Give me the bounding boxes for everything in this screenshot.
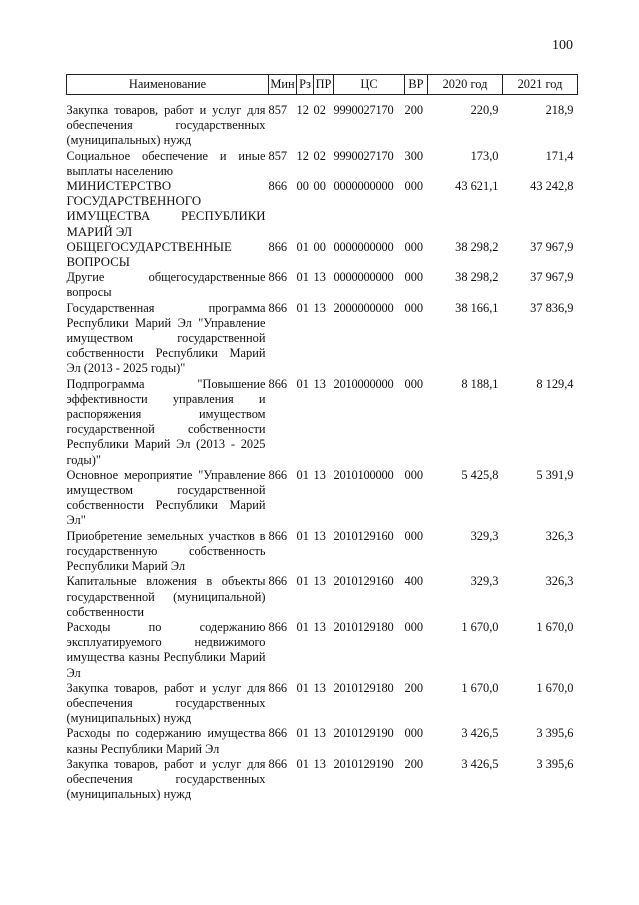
row-vr: 000 [404, 270, 424, 285]
table-row [67, 149, 578, 179]
row-min: 857 [268, 103, 288, 117]
row-2020: 1 670,0 [461, 680, 499, 695]
row-2020: 1 670,0 [461, 619, 499, 634]
row-pr: 13 [313, 300, 326, 315]
row-pr: 13 [313, 574, 326, 589]
row-min: 866 [268, 300, 288, 315]
table-row [67, 757, 578, 803]
row-vr: 200 [404, 103, 424, 117]
table-row [67, 574, 578, 620]
row-name: Приобретение земельных участков в государственную собственность Республики Марий Эл [66, 528, 266, 574]
row-2020: 329,3 [470, 528, 499, 543]
table-row [67, 620, 578, 681]
row-min: 857 [268, 148, 288, 163]
row-cs: 0000000000 [333, 270, 394, 285]
table-row [67, 726, 578, 756]
row-2021: 43 242,8 [530, 179, 574, 194]
row-2021: 326,3 [545, 528, 574, 543]
row-pr: 13 [313, 528, 326, 543]
row-2020: 5 425,8 [461, 467, 499, 482]
row-name: Закупка товаров, работ и услуг для обеспечения государственных (муниципальных) нужд [66, 103, 266, 148]
row-2021: 218,9 [545, 103, 574, 117]
header-cs: ЦС [334, 75, 405, 95]
row-rz: 01 [296, 680, 309, 695]
row-rz: 01 [296, 528, 309, 543]
row-cs: 2010129180 [333, 680, 394, 695]
row-2020: 38 166,1 [455, 300, 499, 315]
row-2020: 38 298,2 [455, 270, 499, 285]
row-pr: 02 [313, 103, 326, 117]
row-name: Расходы по содержанию имущества казны Республики Марий Эл [66, 726, 266, 756]
row-min: 866 [268, 239, 288, 254]
row-min: 866 [268, 376, 288, 391]
row-2021: 5 391,9 [536, 467, 574, 482]
row-vr: 000 [404, 467, 424, 482]
row-2021: 37 967,9 [530, 270, 574, 285]
row-2020: 329,3 [470, 574, 499, 589]
table-row [67, 529, 578, 575]
row-2021: 1 670,0 [536, 680, 574, 695]
row-min: 866 [268, 528, 288, 543]
header-2021: 2021 год [503, 75, 578, 95]
row-rz: 12 [296, 148, 309, 163]
table-row [67, 270, 578, 300]
row-name: Закупка товаров, работ и услуг для обеспечения государственных (муниципальных) нужд [66, 756, 266, 802]
row-vr: 000 [404, 300, 424, 315]
row-rz: 01 [296, 467, 309, 482]
row-name: ОБЩЕГОСУДАРСТВЕННЫЕ ВОПРОСЫ [66, 239, 232, 270]
row-cs: 2000000000 [333, 300, 394, 315]
row-min: 866 [268, 467, 288, 482]
row-2021: 171,4 [545, 148, 574, 163]
row-vr: 300 [404, 148, 424, 163]
header-min: Мин [269, 75, 297, 95]
row-pr: 13 [313, 726, 326, 741]
row-rz: 00 [296, 179, 309, 194]
row-pr: 02 [313, 148, 326, 163]
row-rz: 01 [296, 270, 309, 285]
row-cs: 2010100000 [333, 467, 394, 482]
row-pr: 00 [313, 179, 326, 194]
row-vr: 400 [404, 574, 424, 589]
row-2021: 8 129,4 [536, 376, 574, 391]
table-row [67, 468, 578, 529]
row-cs: 2010129180 [333, 619, 394, 634]
row-min: 866 [268, 680, 288, 695]
row-2020: 3 426,5 [461, 756, 499, 771]
row-min: 866 [268, 179, 288, 194]
row-2020: 38 298,2 [455, 239, 499, 254]
row-name: Подпрограмма "Повышение эффективности управления и распоряжения имуществом государственной собственности Республики Марий Эл (2013 - 2025 годы)" [66, 376, 266, 467]
table-row [67, 681, 578, 727]
row-pr: 13 [313, 619, 326, 634]
row-2020: 173,0 [470, 148, 499, 163]
row-2020: 43 621,1 [455, 179, 499, 194]
row-cs: 9990027170 [333, 148, 394, 163]
table-row [67, 240, 578, 270]
row-min: 866 [268, 574, 288, 589]
row-rz: 01 [296, 239, 309, 254]
page-number: 100 [552, 38, 573, 53]
row-name: Капитальные вложения в объекты государственной (муниципальной) собственности [66, 574, 266, 619]
row-2021: 1 670,0 [536, 619, 574, 634]
row-rz: 01 [296, 726, 309, 741]
row-2020: 220,9 [470, 103, 499, 117]
row-min: 866 [268, 270, 288, 285]
row-vr: 200 [404, 680, 424, 695]
row-pr: 13 [313, 680, 326, 695]
header-vr: ВР [405, 75, 428, 95]
row-vr: 000 [404, 376, 424, 391]
row-rz: 01 [296, 756, 309, 771]
row-name: Закупка товаров, работ и услуг для обеспечения государственных (муниципальных) нужд [66, 680, 266, 726]
table-row [67, 179, 578, 240]
row-2020: 8 188,1 [461, 376, 499, 391]
row-2021: 3 395,6 [536, 756, 574, 771]
row-2021: 3 395,6 [536, 726, 574, 741]
row-vr: 000 [404, 726, 424, 741]
row-pr: 13 [313, 376, 326, 391]
row-vr: 000 [404, 619, 424, 634]
row-2021: 326,3 [545, 574, 574, 589]
row-cs: 9990027170 [333, 103, 394, 117]
row-2020: 3 426,5 [461, 726, 499, 741]
table-row [67, 95, 578, 149]
header-name: Наименование [67, 75, 269, 95]
table-row [67, 301, 578, 377]
row-min: 866 [268, 619, 288, 634]
row-vr: 000 [404, 179, 424, 194]
row-vr: 000 [404, 239, 424, 254]
row-name: Государственная программа Республики Марий Эл "Управление имуществом государственной собственности Республики Марий Эл (2013 - 2025 годы)" [66, 300, 266, 376]
row-cs: 2010129190 [333, 756, 394, 771]
header-pr: ПР [314, 75, 334, 95]
row-vr: 200 [404, 756, 424, 771]
row-pr: 13 [313, 270, 326, 285]
row-2021: 37 836,9 [530, 300, 574, 315]
row-cs: 0000000000 [333, 179, 394, 194]
row-rz: 01 [296, 574, 309, 589]
row-pr: 00 [313, 239, 326, 254]
header-2020: 2020 год [428, 75, 503, 95]
row-cs: 2010129190 [333, 726, 394, 741]
row-name: Другие общегосударственные вопросы [66, 270, 266, 300]
row-2021: 37 967,9 [530, 239, 574, 254]
row-cs: 0000000000 [333, 239, 394, 254]
budget-table [66, 74, 578, 802]
row-rz: 01 [296, 619, 309, 634]
row-rz: 01 [296, 300, 309, 315]
row-cs: 2010129160 [333, 574, 394, 589]
row-rz: 01 [296, 376, 309, 391]
row-min: 866 [268, 756, 288, 771]
row-min: 866 [268, 726, 288, 741]
header-rz: Рз [297, 75, 314, 95]
row-cs: 2010129160 [333, 528, 394, 543]
table-row [67, 377, 578, 468]
row-name: Социальное обеспечение и иные выплаты населению [66, 148, 266, 178]
row-pr: 13 [313, 756, 326, 771]
row-name: Расходы по содержанию эксплуатируемого недвижимого имущества казны Республики Марий Эл [66, 619, 266, 680]
row-name: МИНИСТЕРСТВО ГОСУДАРСТВЕННОГО ИМУЩЕСТВА РЕСПУБЛИКИ МАРИЙ ЭЛ [66, 179, 266, 239]
header-row [67, 75, 578, 95]
row-pr: 13 [313, 467, 326, 482]
row-cs: 2010000000 [333, 376, 394, 391]
row-name: Основное мероприятие "Управление имуществом государственной собственности Республики Марий Эл" [66, 467, 266, 528]
row-rz: 12 [296, 103, 309, 117]
row-vr: 000 [404, 528, 424, 543]
